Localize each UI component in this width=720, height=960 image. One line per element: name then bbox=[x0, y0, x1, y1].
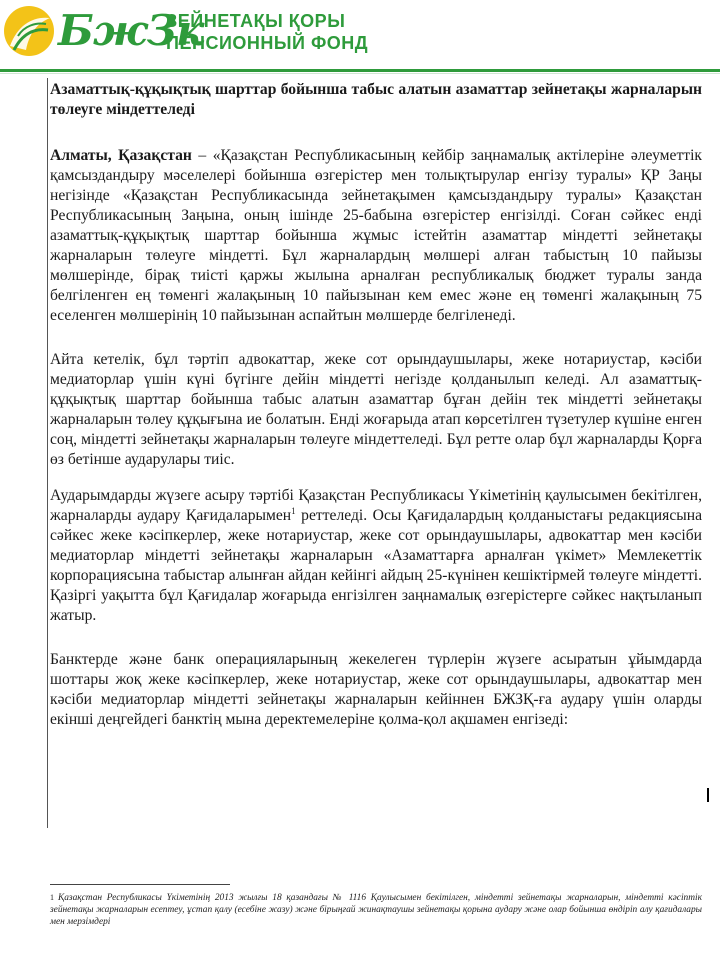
paragraph-1-text: – «Қазақстан Республикасының кейбір заңнамалық актілеріне әлеуметтік қамсыздандыру мәселелері бойынша өзгерістер мен толықтырулар енгізу туралы» ҚР Заңы негізінде «Қазақстан Республикасында зейнетақымен қамсыздандыру туралы» Қазақстан Республикасының Заңына, оның ішінде 25-бабына өзгерістер енгізілді. Соған сәйкес енді азаматтық-құқықтық шарттар бойынша жұмыс істейтін азаматтар міндетті зейнетақы жарналарын төлеуге міндетті. Бұл жарналардың мөлшері алған табыстың 10 пайызы мөлшерінде, бірақ тиісті қаржы жылына арналған республикалық бюджет туралы занда белгіленген ең төменгі жалақының 10 пайызынан кем емес және ең төменгі жалақының 75 еселенген мөлшерінің 10 пайызынан аспайтын мөлшерде белгіленеді. bbox=[50, 147, 702, 324]
logo-wordmark: БжЗк bbox=[58, 6, 204, 55]
fund-logo-icon bbox=[4, 6, 54, 56]
footnote-text: Қазақстан Республикасы Үкіметінің 2013 жылғы 18 қазандағы № 1116 Қаулысымен бекітілген, міндетті зейнетақы жарналарын, міндетті кәсіптік зейнетақы жарналарын есептеу, ұстап қалу (есебіне жазу) және бірыңғай жинақтаушы зейнетақы қорына аудару және олар бойынша өндіріп алу қағидалары мен мерзімдері bbox=[50, 893, 702, 927]
fund-name-kz: ЗЕЙНЕТАҚЫ ҚОРЫ bbox=[166, 11, 346, 31]
paragraph-3-text-a: Аударымдарды жүзеге асыру тәртібі Қазақстан Республикасы Үкіметінің қаулысымен бекітілген, жарналарды аудару Қағидаларымен bbox=[50, 487, 702, 524]
article-body bbox=[50, 80, 702, 754]
fund-name bbox=[166, 10, 368, 54]
left-margin-line bbox=[47, 78, 48, 828]
page-header bbox=[0, 0, 720, 72]
footnote bbox=[50, 892, 702, 928]
paragraph-4: Банктерде және банк операцияларының жекелеген түрлерін жүзеге асыратын ұйымдарда шоттары жоқ жеке кәсіпкерлер, жеке нотариустар, жеке сот орындаушылары, адвокаттар мен кәсіби медиаторлар міндетті зейнетақы жарналарын кейіннен БЖЗҚ-ға аудару үшін оларды екінші деңгейдегі банктің мына деректемелеріне қолма-қол ақшамен енгізеді: bbox=[50, 651, 702, 728]
header-divider-light bbox=[0, 73, 720, 74]
paragraph-1 bbox=[50, 146, 702, 326]
paragraph-3 bbox=[50, 486, 702, 626]
text-cursor bbox=[707, 788, 709, 802]
header-divider bbox=[0, 69, 720, 72]
fund-name-ru: ПЕНСИОННЫЙ ФОНД bbox=[166, 33, 369, 53]
paragraph-2: Айта кетелік, бұл тәртіп адвокаттар, жеке сот орындаушылары, жеке нотариустар, кәсіби медиаторлар үшін күні бүгінге дейін міндетті негізде қолданылып келеді. Ал азаматтық-құқықтық шарттар бойынша табыс алатын азаматтар бұған дейін тек міндетті зейнетақы жарналарын төлеу құқығына ие болатын. Енді жоғарыда атап көрсетілген түзетулер күшіне енген соң, міндетті зейнетақы жарналарын төлеуге міндеттеледі. Бұл ретте олар бұл жарналарды Қорға өз бетінше аударулары тиіс. bbox=[50, 351, 702, 468]
article-title: Азаматтық-құқықтық шарттар бойынша табыс алатын азаматтар зейнетақы жарналарын төлеуге міндеттеледі bbox=[50, 81, 702, 118]
footnote-number: 1 bbox=[50, 893, 54, 902]
footnote-divider bbox=[50, 884, 230, 885]
article-location: Алматы, Қазақстан bbox=[50, 147, 192, 164]
footnote-ref[interactable]: 1 bbox=[291, 505, 296, 516]
paragraph-3-text-b: реттеледі. Осы Қағидалардың қолданыстағы редакциясына сәйкес жеке кәсіпкерлер, жеке нотариустар, жеке сот орындаушылары, адвокаттар мен кәсіби медиаторлар міндетті зейнетақы жарналарын «Азаматтарға арналған үкімет» Мемлекеттік корпорациясына табыстар алынған айдан кейінгі айдың 25-күнінен кешіктірмей төлеуге міндетті. Қазіргі уақытта бұл Қағидалар жоғарыда енгізілген заңнамалық өзгерістерге сәйкес нақтыланып жатыр. bbox=[50, 507, 702, 624]
